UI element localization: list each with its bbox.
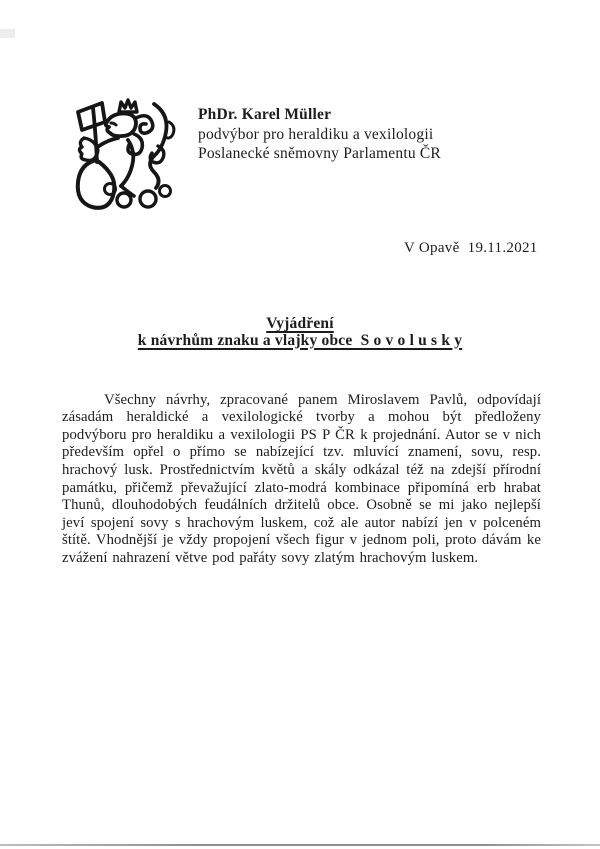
body-paragraph: Všechny návrhy, zpracované panem Miroslavem Pavlů, odpovídají zásadám heraldické a vexilologické tvorby a mohou být předloženy podvýboru pro heraldiku a vexilologii PS P ČR k projednání. Autor se v nich především opřel o přímo se nabízející tzv. mluvící znamení, sovu, resp. hrachový lusk. Prostřednictvím květů a skály odkázal též na zdejší přírodní památku, přičemž převažující zlato-modrá kombinace připomíná erb hrabat Thunů, dlouhodobých feudálních držitelů obce. Osobně se mi jako nejlepší jeví spojení sovy s hrachovým luskem, což ale autor nabízí jen v polceném štítě. Vhodnější je vždy propojení všech figur v jednom poli, proto dávám ke zvážení nahrazení větve pod pařáty sovy zlatým hrachovým luskem. <box>62 391 541 567</box>
title-line-1: Vyjádření <box>266 315 334 332</box>
scan-artifact-smudge <box>0 29 15 38</box>
czech-lion-logo-icon <box>66 96 178 216</box>
author-name: PhDr. Karel Müller <box>198 106 332 123</box>
org-line-1: podvýbor pro heraldiku a vexilologii <box>198 125 434 143</box>
scanner-edge-artifact <box>0 844 600 846</box>
letterhead-text <box>198 105 441 164</box>
letter-title <box>0 316 600 349</box>
org-line-2: Poslanecké sněmovny Parlamentu ČR <box>198 145 441 162</box>
title-line-2: k návrhům znaku a vlajky obce S o v o l u s k y <box>137 331 463 349</box>
place-and-date: V Opavě 19.11.2021 <box>404 240 538 256</box>
